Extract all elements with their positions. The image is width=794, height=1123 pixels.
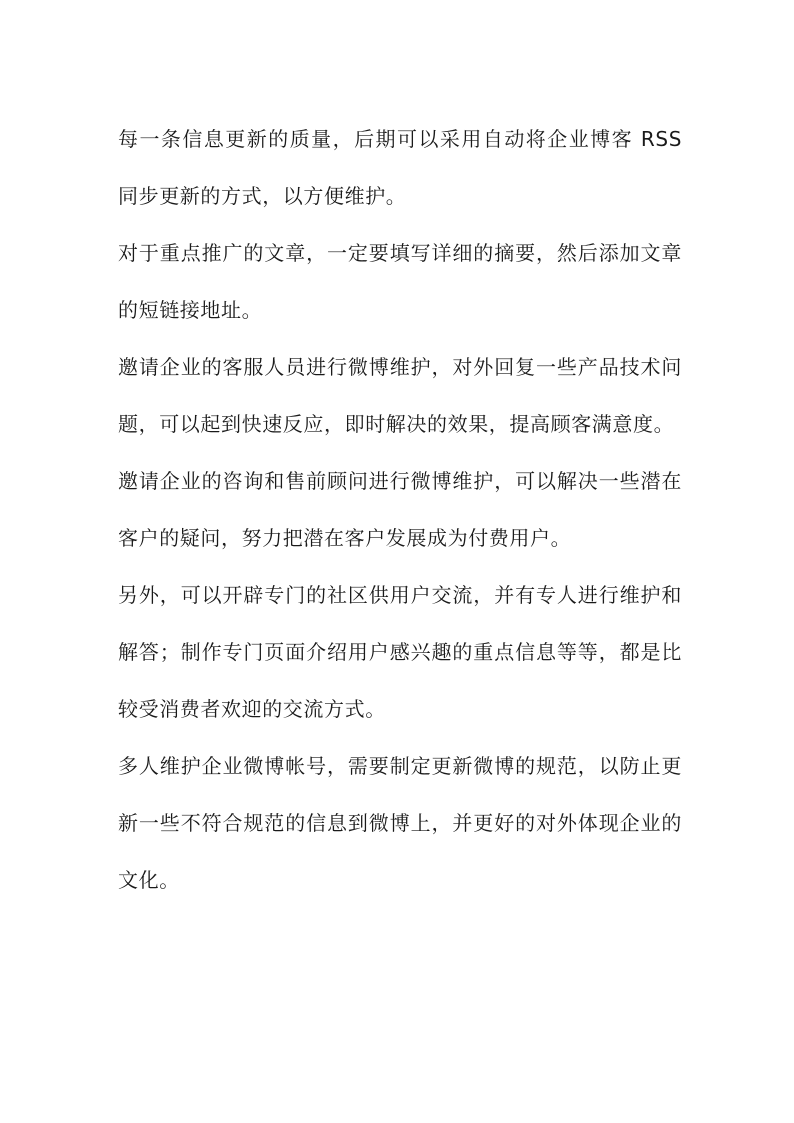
paragraph-account-rules: 多人维护企业微博帐号，需要制定更新微博的规范，以防止更新一些不符合规范的信息到微博上，并更好的对外体现企业的文化。 [118,754,682,892]
paragraph-community: 另外，可以开辟专门的社区供用户交流，并有专人进行维护和解答；制作专门页面介绍用户感兴趣的重点信息等等，都是比较受消费者欢迎的交流方式。 [118,583,682,721]
document-body [118,111,682,909]
paragraph-rss-sync: 每一条信息更新的质量，后期可以采用自动将企业博客 RSS 同步更新的方式，以方便维护。 [118,127,682,208]
paragraph-customer-service: 邀请企业的客服人员进行微博维护，对外回复一些产品技术问题，可以起到快速反应，即时解决的效果，提高顾客满意度。 [118,355,682,436]
paragraph-summary-shortlink: 对于重点推广的文章，一定要填写详细的摘要，然后添加文章的短链接地址。 [118,241,682,322]
paragraph-presales-consultant: 邀请企业的咨询和售前顾问进行微博维护，可以解决一些潜在客户的疑问，努力把潜在客户发展成为付费用户。 [118,469,682,550]
